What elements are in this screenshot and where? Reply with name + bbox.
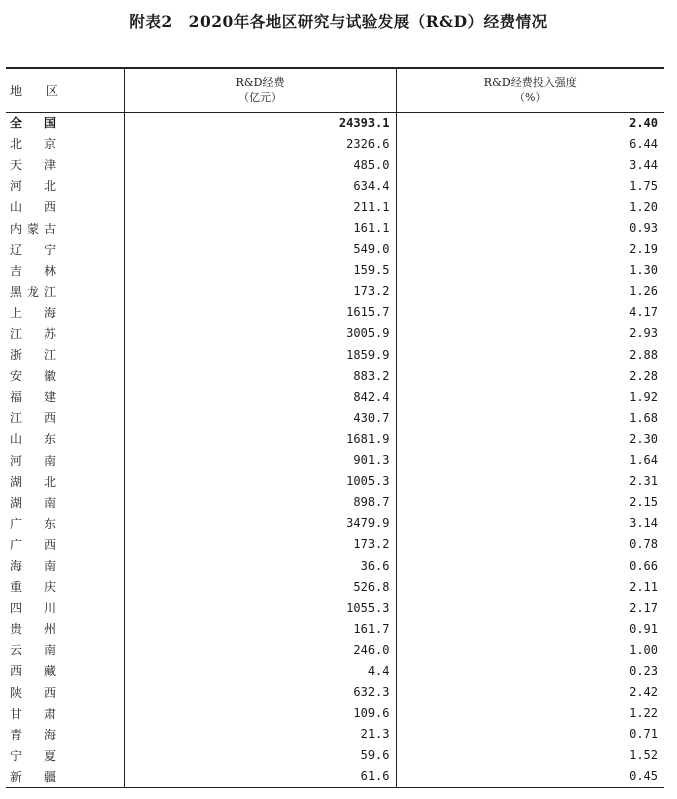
intensity-cell: 1.75 — [396, 175, 664, 196]
table-row — [6, 682, 664, 703]
table-row — [6, 281, 664, 302]
region-cell — [6, 239, 124, 260]
intensity-cell: 2.88 — [396, 344, 664, 365]
table-row — [6, 745, 664, 766]
table-row — [6, 597, 664, 618]
table-row — [6, 450, 664, 471]
intensity-cell: 1.26 — [396, 281, 664, 302]
region-name: 上海 — [10, 305, 56, 320]
expenditure-cell: 21.3 — [124, 724, 396, 745]
expenditure-cell: 842.4 — [124, 386, 396, 407]
region-cell — [6, 154, 124, 175]
table-row — [6, 196, 664, 217]
intensity-cell: 2.28 — [396, 365, 664, 386]
region-name: 全国 — [10, 116, 56, 131]
expenditure-cell: 1615.7 — [124, 302, 396, 323]
region-name: 天津 — [10, 158, 56, 173]
region-name: 四川 — [10, 601, 56, 616]
region-cell — [6, 112, 124, 133]
region-name: 甘肃 — [10, 706, 56, 721]
expenditure-cell: 161.7 — [124, 618, 396, 639]
intensity-cell: 1.20 — [396, 196, 664, 217]
table-row — [6, 386, 664, 407]
table-row — [6, 471, 664, 492]
intensity-cell: 0.45 — [396, 766, 664, 787]
expenditure-cell: 173.2 — [124, 534, 396, 555]
intensity-cell: 0.91 — [396, 618, 664, 639]
region-cell — [6, 471, 124, 492]
table-row — [6, 302, 664, 323]
region-cell — [6, 450, 124, 471]
region-name: 湖北 — [10, 474, 56, 489]
intensity-cell: 0.23 — [396, 660, 664, 681]
region-cell — [6, 618, 124, 639]
region-cell — [6, 555, 124, 576]
table-row — [6, 618, 664, 639]
region-name: 山西 — [10, 200, 56, 215]
table-row-total — [6, 112, 664, 133]
region-cell — [6, 682, 124, 703]
expenditure-cell: 59.6 — [124, 745, 396, 766]
region-cell — [6, 703, 124, 724]
intensity-cell: 3.14 — [396, 513, 664, 534]
region-cell — [6, 513, 124, 534]
intensity-cell: 0.78 — [396, 534, 664, 555]
region-name: 广东 — [10, 516, 56, 531]
intensity-cell: 2.40 — [396, 112, 664, 133]
region-cell — [6, 745, 124, 766]
region-name: 北京 — [10, 137, 56, 152]
expenditure-cell: 211.1 — [124, 196, 396, 217]
table-row — [6, 407, 664, 428]
region-name: 浙江 — [10, 348, 56, 363]
table-header — [6, 68, 664, 112]
expenditure-cell: 3479.9 — [124, 513, 396, 534]
table-row — [6, 766, 664, 787]
table-body — [6, 112, 664, 787]
expenditure-cell: 1681.9 — [124, 428, 396, 449]
table-row — [6, 534, 664, 555]
intensity-cell: 1.30 — [396, 260, 664, 281]
intensity-cell: 1.92 — [396, 386, 664, 407]
intensity-header-unit: （%） — [514, 91, 547, 105]
region-name: 新疆 — [10, 769, 56, 784]
region-cell — [6, 217, 124, 238]
table-row — [6, 239, 664, 260]
region-cell — [6, 766, 124, 787]
table-row — [6, 576, 664, 597]
expenditure-cell: 430.7 — [124, 407, 396, 428]
intensity-header-label: R&D经费投入强度 — [483, 76, 577, 90]
table-row — [6, 323, 664, 344]
region-name: 福建 — [10, 390, 56, 405]
table-row — [6, 660, 664, 681]
table-row — [6, 492, 664, 513]
table-row — [6, 344, 664, 365]
intensity-cell: 4.17 — [396, 302, 664, 323]
region-cell — [6, 724, 124, 745]
region-name: 辽宁 — [10, 242, 56, 257]
table-row — [6, 724, 664, 745]
table-row — [6, 217, 664, 238]
intensity-cell: 1.64 — [396, 450, 664, 471]
region-cell — [6, 492, 124, 513]
expenditure-cell: 246.0 — [124, 639, 396, 660]
expenditure-header-label: R&D经费 — [235, 76, 285, 90]
expenditure-column-header — [124, 68, 396, 112]
table-row — [6, 703, 664, 724]
region-name: 黑龙江 — [10, 284, 56, 299]
region-cell — [6, 660, 124, 681]
intensity-cell: 2.15 — [396, 492, 664, 513]
intensity-cell: 2.31 — [396, 471, 664, 492]
region-cell — [6, 576, 124, 597]
expenditure-cell: 3005.9 — [124, 323, 396, 344]
intensity-cell: 2.17 — [396, 597, 664, 618]
region-column-header: 地 区 — [6, 68, 124, 112]
expenditure-cell: 161.1 — [124, 217, 396, 238]
region-name: 安徽 — [10, 369, 56, 384]
intensity-cell: 2.42 — [396, 682, 664, 703]
region-cell — [6, 133, 124, 154]
intensity-cell: 1.00 — [396, 639, 664, 660]
table-row — [6, 428, 664, 449]
region-name: 广西 — [10, 537, 56, 552]
expenditure-cell: 898.7 — [124, 492, 396, 513]
region-name: 吉林 — [10, 263, 56, 278]
intensity-cell: 2.11 — [396, 576, 664, 597]
intensity-column-header — [396, 68, 664, 112]
intensity-cell: 2.30 — [396, 428, 664, 449]
page-title: 附表2 2020年各地区研究与试验发展（R&D）经费情况 — [129, 12, 548, 31]
region-name: 青海 — [10, 727, 56, 742]
region-cell — [6, 260, 124, 281]
expenditure-cell: 61.6 — [124, 766, 396, 787]
expenditure-header-unit: （亿元） — [238, 91, 282, 105]
region-name: 河北 — [10, 179, 56, 194]
region-name: 重庆 — [10, 580, 56, 595]
expenditure-cell: 549.0 — [124, 239, 396, 260]
region-cell — [6, 196, 124, 217]
region-cell — [6, 407, 124, 428]
expenditure-cell: 485.0 — [124, 154, 396, 175]
region-name: 江苏 — [10, 326, 56, 341]
expenditure-cell: 634.4 — [124, 175, 396, 196]
expenditure-cell: 632.3 — [124, 682, 396, 703]
table-row — [6, 154, 664, 175]
intensity-cell: 1.68 — [396, 407, 664, 428]
region-cell — [6, 281, 124, 302]
table-row — [6, 175, 664, 196]
table-row — [6, 365, 664, 386]
region-cell — [6, 344, 124, 365]
expenditure-cell: 109.6 — [124, 703, 396, 724]
region-name: 贵州 — [10, 622, 56, 637]
region-name: 山东 — [10, 432, 56, 447]
region-name: 海南 — [10, 559, 56, 574]
table-row — [6, 260, 664, 281]
expenditure-cell: 2326.6 — [124, 133, 396, 154]
table-row — [6, 555, 664, 576]
intensity-cell: 0.66 — [396, 555, 664, 576]
intensity-cell: 3.44 — [396, 154, 664, 175]
region-cell — [6, 386, 124, 407]
region-name: 内蒙古 — [10, 221, 56, 236]
region-cell — [6, 323, 124, 344]
expenditure-cell: 159.5 — [124, 260, 396, 281]
region-cell — [6, 365, 124, 386]
region-name: 河南 — [10, 453, 56, 468]
table-row — [6, 133, 664, 154]
intensity-cell: 1.22 — [396, 703, 664, 724]
region-cell — [6, 175, 124, 196]
region-cell — [6, 597, 124, 618]
intensity-cell: 2.93 — [396, 323, 664, 344]
rd-expenditure-table — [6, 67, 664, 788]
expenditure-cell: 883.2 — [124, 365, 396, 386]
expenditure-cell: 173.2 — [124, 281, 396, 302]
expenditure-cell: 1859.9 — [124, 344, 396, 365]
region-name: 陕西 — [10, 685, 56, 700]
expenditure-cell: 1005.3 — [124, 471, 396, 492]
region-name: 云南 — [10, 643, 56, 658]
table-row — [6, 513, 664, 534]
region-name: 湖南 — [10, 495, 56, 510]
expenditure-cell: 24393.1 — [124, 112, 396, 133]
expenditure-cell: 901.3 — [124, 450, 396, 471]
region-cell — [6, 639, 124, 660]
expenditure-cell: 36.6 — [124, 555, 396, 576]
intensity-cell: 6.44 — [396, 133, 664, 154]
region-cell — [6, 534, 124, 555]
intensity-cell: 1.52 — [396, 745, 664, 766]
intensity-cell: 0.71 — [396, 724, 664, 745]
region-name: 西藏 — [10, 664, 56, 679]
expenditure-cell: 1055.3 — [124, 597, 396, 618]
expenditure-cell: 4.4 — [124, 660, 396, 681]
table-row — [6, 639, 664, 660]
region-cell — [6, 302, 124, 323]
region-name: 宁夏 — [10, 748, 56, 763]
intensity-cell: 0.93 — [396, 217, 664, 238]
expenditure-cell: 526.8 — [124, 576, 396, 597]
intensity-cell: 2.19 — [396, 239, 664, 260]
region-cell — [6, 428, 124, 449]
region-name: 江西 — [10, 411, 56, 426]
